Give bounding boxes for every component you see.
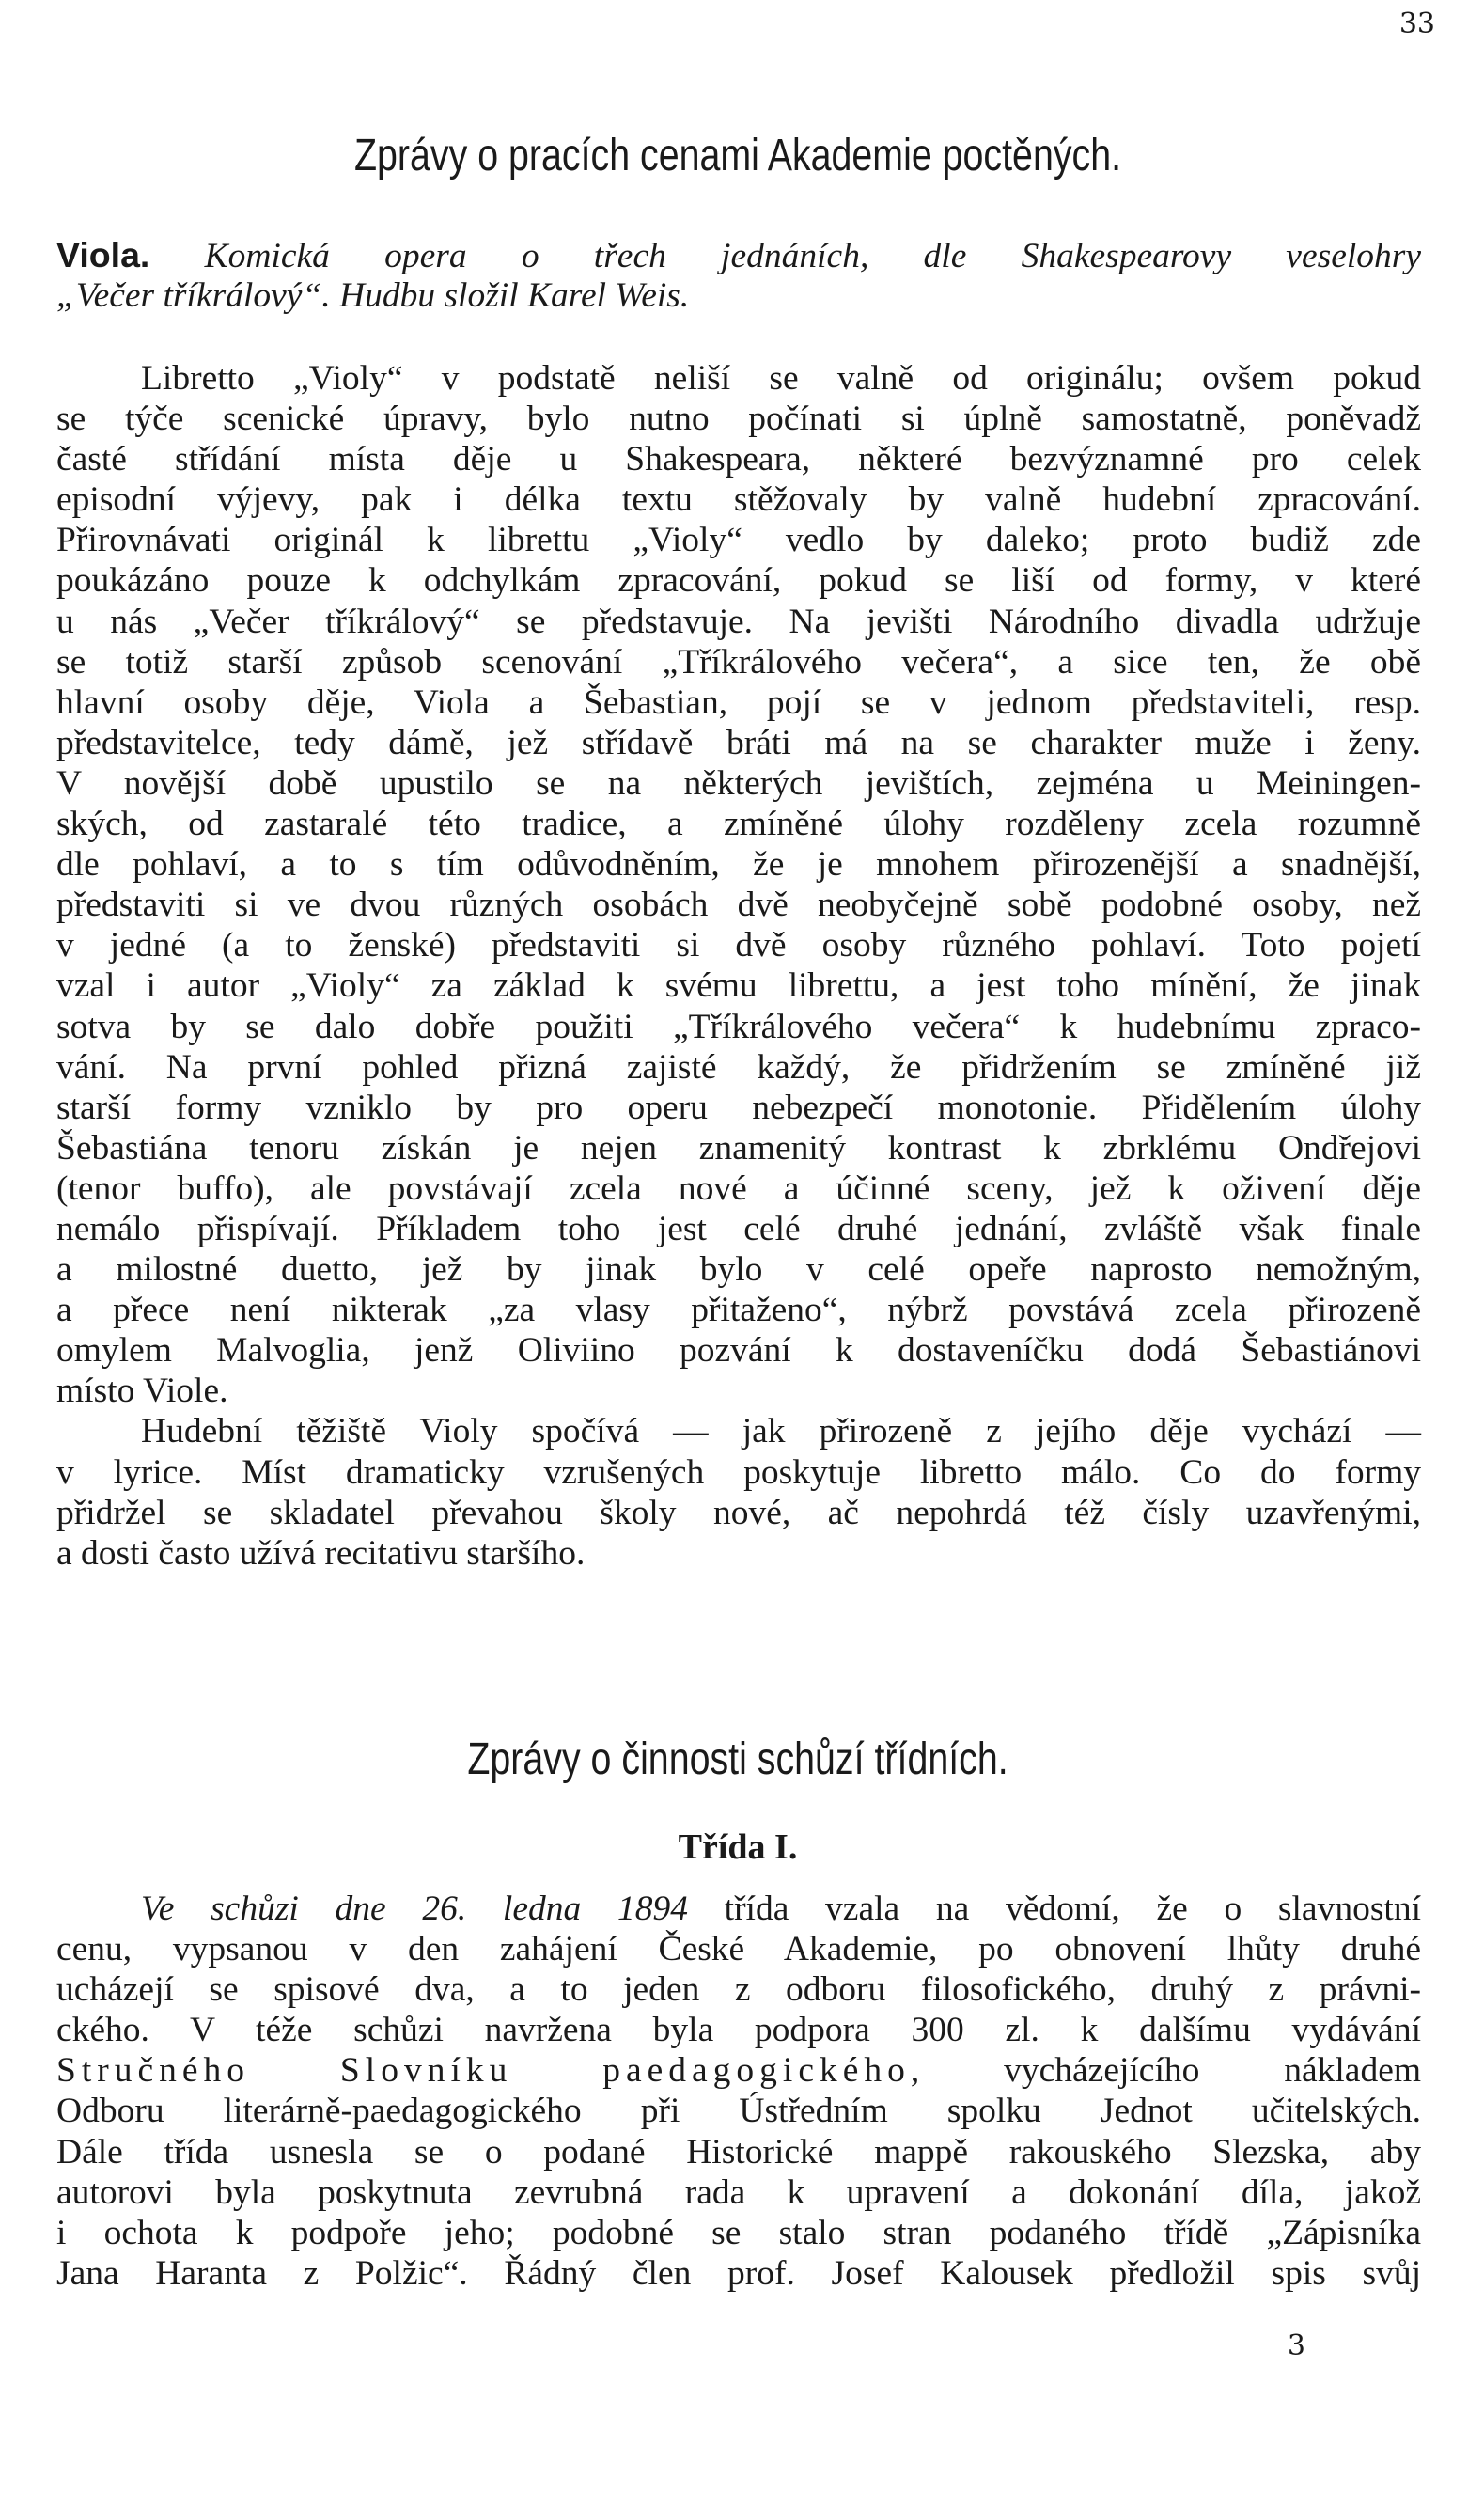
dictionary-title: Stručného Slovníku paedagogického [56, 2051, 911, 2091]
text-line: episodní výjevy, pak i délka textu stěžovaly by valně hudební zpracování. [56, 480, 1421, 520]
text-line: Libretto „Violy“ v podstatě neliší se valně od originálu; ovšem pokud [141, 359, 1421, 398]
text-line: a přece není nikterak „za vlasy přitaženo“, nýbrž povstává zcela přirozeně [56, 1291, 1421, 1330]
text-line: hlavní osoby děje, Viola a Šebastian, pojí se v jednom představiteli, resp. [56, 682, 1421, 722]
meeting-report [56, 1889, 1421, 2294]
dictionary-line-text: , vycházejícího nákladem [910, 2051, 1422, 2091]
text-line: i ochota k podpoře jeho; podobné se stalo stran podaného třídě „Zápisníka [56, 2213, 1421, 2252]
text-line: časté střídání místa děje u Shakespeara, některé bezvýznamné pro celek [56, 440, 1421, 479]
text-line: poukázáno pouze k odchylkám zpracování, pokud se liší od formy, v které [56, 561, 1421, 601]
section-heading-class-meetings: Zprávy o činnosti schůzí třídních. [467, 1734, 1008, 1784]
text-line: Dále třída usnesla se o podané Historické mappě rakouského Slezska, aby [56, 2132, 1421, 2172]
text-line: vání. Na první pohled přizná zajisté každý, že přidržením se zmíněné již [56, 1047, 1421, 1087]
review-body [56, 358, 1421, 1574]
meeting-date: Ve schůzi dne 26. ledna 1894 [141, 1889, 688, 1928]
text-line: omylem Malvoglia, jenž Oliviino pozvání k dostaveníčku dodá Šebastiánovi [56, 1331, 1421, 1371]
text-line: místo Viole. [56, 1372, 228, 1411]
page-number: 33 [1398, 8, 1435, 40]
text-line: se totiž starší způsob scenování „Tříkrálového večera“, a sice ten, že obě [56, 642, 1421, 682]
text-line: vzal i autor „Violy“ za základ k svému librettu, a jest toho mínění, že jinak [56, 966, 1421, 1006]
opera-name: Viola. [56, 235, 150, 274]
text-line: u nás „Večer tříkrálový“ se představuje. Na jevišti Národního divadla udržuje [56, 602, 1421, 641]
signature-mark: 3 [1287, 2329, 1305, 2362]
text-line: se týče scenické úpravy, bylo nutno počínati si úplně samostatně, poněvadž [56, 400, 1421, 439]
text-line: přidržel se skladatel převahou školy nové, ač nepohrdá též čísly uzavřenými, [56, 1493, 1421, 1532]
text-line: Hudební těžiště Violy spočívá — jak přirozeně z jejího děje vychází — [141, 1412, 1421, 1451]
text-line: v lyrice. Míst dramaticky vzrušených poskytuje libretto málo. Co do formy [56, 1452, 1421, 1492]
text-line: v jedné (a to ženské) představiti si dvě osoby různého pohlaví. Toto pojetí [56, 926, 1421, 965]
section-heading-awards: Zprávy o pracích cenami Akademie poctěných. [353, 131, 1122, 180]
text-line: sotva by se dalo dobře použiti „Tříkrálového večera“ k hudebnímu zpraco- [56, 1007, 1421, 1046]
text-line: ucházejí se spisové dva, a to jeden z odboru filosofického, druhý z právni- [56, 1970, 1421, 2010]
text-line: (tenor buffo), ale povstávají zcela nové a účinné sceny, jež k oživení děje [56, 1168, 1421, 1208]
opera-subtitle: Komická opera o třech jednáních, dle Shakespearovy veselohry [149, 237, 1421, 275]
opera-title-line-1 [56, 235, 1421, 275]
text-line: Přirovnávati originál k librettu „Violy“ vedlo by daleko; proto budiž zde [56, 521, 1421, 560]
text-line: starší formy vzniklo by pro operu nebezpečí monotonie. Přidělením úlohy [56, 1088, 1421, 1127]
opera-title [56, 235, 1421, 316]
text-line: a milostné duetto, jež by jinak bylo v celé opeře naprosto nemožným, [56, 1250, 1421, 1290]
text-line: ských, od zastaralé této tradice, a zmíněné úlohy rozděleny zcela rozumně [56, 805, 1421, 844]
text-line: a dosti často užívá recitativu staršího. [56, 1533, 586, 1573]
dictionary-line [56, 2050, 1421, 2091]
opera-title-line-2: „Večer tříkrálový“. Hudbu složil Karel Weis. [56, 276, 690, 316]
meeting-first-line [56, 1889, 1421, 1929]
text-line: nemálo přispívají. Příkladem toho jest celé druhé jednání, zvláště však finale [56, 1209, 1421, 1248]
text-line: ckého. V téže schůzi navržena byla podpora 300 zl. k dalšímu vydávání [56, 2011, 1421, 2050]
text-line: dle pohlaví, a to s tím odůvodněním, že je mnohem přirozenější a snadnější, [56, 845, 1421, 885]
text-line: představitelce, tedy dámě, jež střídavě bráti má na se charakter muže i ženy. [56, 723, 1421, 762]
text-line: Jana Haranta z Polžic“. Řádný člen prof. Josef Kalousek předložil spis svůj [56, 2253, 1421, 2293]
text-line: představiti si ve dvou různých osobách dvě neobyčejně sobě podobné osoby, než [56, 886, 1421, 925]
text-line: cenu, vypsanou v den zahájení České Akademie, po obnovení lhůty druhé [56, 1930, 1421, 1969]
meeting-lines-a [56, 1929, 1421, 2050]
text-line: V novější době upustilo se na některých jevištích, zejména u Meiningen- [56, 763, 1421, 803]
text-line: Odboru literárně-paedagogického při Ústředním spolku Jednot učitelských. [56, 2092, 1421, 2131]
class-subheading: Třída I. [678, 1827, 798, 1867]
meeting-first-line-text: třída vzala na vědomí, že o slavnostní [687, 1889, 1422, 1928]
meeting-lines-b [56, 2091, 1421, 2293]
text-line: autorovi byla poskytnuta zevrubná rada k upravení a dokonání díla, jakož [56, 2172, 1421, 2212]
text-line: Šebastiána tenoru získán je nejen znamenitý kontrast k zbrklému Ondřejovi [56, 1128, 1421, 1168]
